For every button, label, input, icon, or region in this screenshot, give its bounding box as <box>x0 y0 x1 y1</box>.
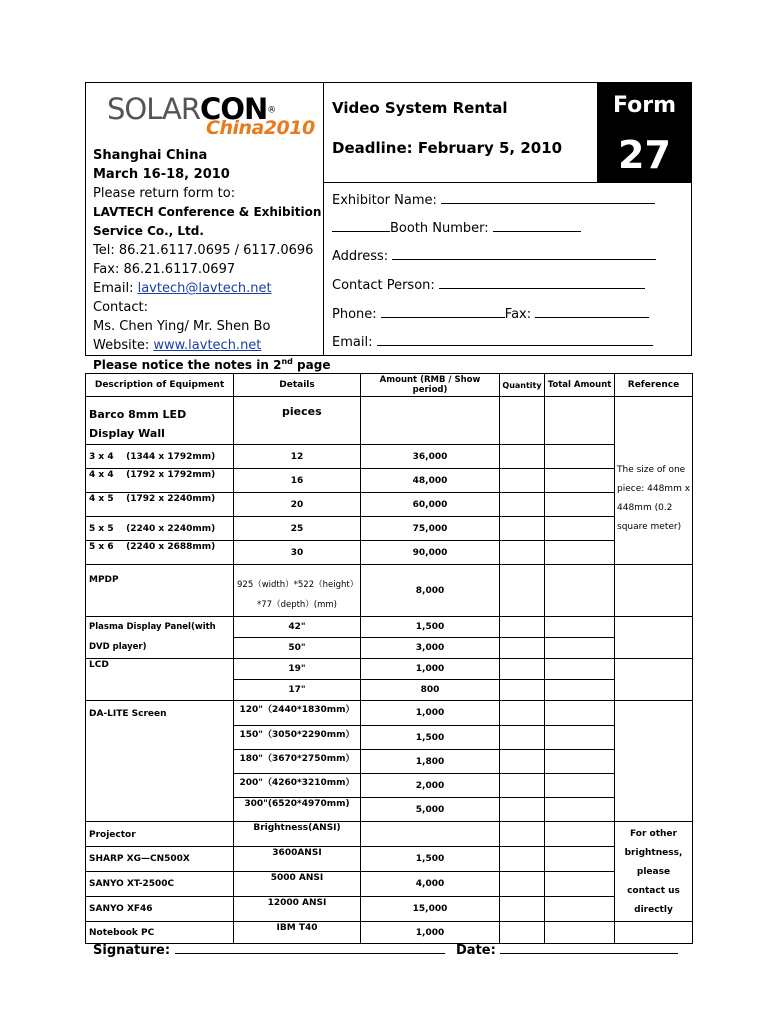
address-label: Address: <box>332 249 389 264</box>
lcd-ref <box>615 659 693 701</box>
projector-row-2-total[interactable] <box>545 897 615 922</box>
lcd-row-1-total[interactable] <box>545 680 615 701</box>
notice-tail: page <box>292 358 331 372</box>
table-row <box>86 445 693 469</box>
form-title: Video System Rental <box>332 99 508 117</box>
projector-details: Brightness(ANSI) <box>234 822 361 847</box>
projector-row-2-amount: 15,000 <box>361 897 500 922</box>
table-row-led <box>86 397 693 445</box>
screen-row-4-qty[interactable] <box>500 798 545 822</box>
email-label: Email: <box>93 281 138 296</box>
table-row <box>86 541 693 565</box>
projector-row-0-qty[interactable] <box>500 847 545 872</box>
header-desc: Description of Equipment <box>86 374 234 397</box>
screen-row-3-total[interactable] <box>545 774 615 798</box>
lcd-row-0-size: 19" <box>234 659 361 680</box>
notice-sup: nd <box>281 357 293 366</box>
plasma-ref <box>615 617 693 659</box>
led-row-4-pieces: 30 <box>234 541 361 565</box>
screen-ref <box>615 701 693 822</box>
website-label: Website: <box>93 338 154 353</box>
screen-row-1-size: 150"（3050*2290mm） <box>234 726 361 750</box>
led-row-0-desc: 3 x 4 (1344 x 1792mm) <box>86 445 234 469</box>
led-row-3-total[interactable] <box>545 517 615 541</box>
header-total: Total Amount <box>545 374 615 397</box>
led-row-4-total[interactable] <box>545 541 615 565</box>
projector-row-1-name: SANYO XT-2500C <box>86 872 234 897</box>
projector-row-0-amount: 1,500 <box>361 847 500 872</box>
projector-qty-empty[interactable] <box>500 822 545 847</box>
table-row <box>86 897 693 922</box>
led-row-2-pieces: 20 <box>234 493 361 517</box>
signature-label: Signature: <box>93 943 171 958</box>
table-row <box>86 872 693 897</box>
led-row-4-qty[interactable] <box>500 541 545 565</box>
projector-name: Projector <box>86 822 234 847</box>
led-row-3-qty[interactable] <box>500 517 545 541</box>
mpdp-qty[interactable] <box>500 565 545 617</box>
lcd-row-1-amount: 800 <box>361 680 500 701</box>
email-line <box>93 281 272 296</box>
header-divider-left <box>323 82 324 356</box>
projector-row-1-qty[interactable] <box>500 872 545 897</box>
screen-row-1-total[interactable] <box>545 726 615 750</box>
email-link[interactable]: lavtech@lavtech.net <box>137 281 272 296</box>
plasma-row-1-amount: 3,000 <box>361 638 500 659</box>
date-label: Date: <box>456 943 496 958</box>
led-row-4-amount: 90,000 <box>361 541 500 565</box>
screen-row-0-size: 120"（2440*1830mm） <box>234 701 361 726</box>
screen-row-3-size: 200"（4260*3210mm） <box>234 774 361 798</box>
table-header-row <box>86 374 693 397</box>
screen-row-3-amount: 2,000 <box>361 774 500 798</box>
plasma-name: Plasma Display Panel(with DVD player) <box>86 617 234 659</box>
plasma-row-0-size: 42" <box>234 617 361 638</box>
table-row <box>86 617 693 638</box>
projector-row-1-total[interactable] <box>545 872 615 897</box>
china2010-logo: China2010 <box>206 117 315 139</box>
return-label: Please return form to: <box>93 186 236 201</box>
led-ref-text: The size of one piece: 448mm x 448mm (0.2 square meter) <box>617 465 691 532</box>
plasma-row-1-qty[interactable] <box>500 638 545 659</box>
exhibitor-name-label: Exhibitor Name: <box>332 193 437 208</box>
led-row-4-desc: 5 x 6 (2240 x 2688mm) <box>86 541 234 565</box>
projector-ref: For other brightness, please contact us directly <box>615 822 693 922</box>
led-row-0-amount: 36,000 <box>361 445 500 469</box>
signature-field[interactable] <box>93 941 445 958</box>
fax-label: Fax: <box>504 307 532 322</box>
led-row-0-qty[interactable] <box>500 445 545 469</box>
screen-row-4-size: 300"(6520*4970mm) <box>234 798 361 822</box>
led-details: pieces <box>234 397 361 445</box>
led-row-1-pieces: 16 <box>234 469 361 493</box>
led-amount-empty <box>361 397 500 445</box>
exhibitor-name-field[interactable] <box>332 191 655 208</box>
table-row <box>86 847 693 872</box>
screen-row-4-amount: 5,000 <box>361 798 500 822</box>
screen-row-4-total[interactable] <box>545 798 615 822</box>
led-row-2-desc: 4 x 5 (1792 x 2240mm) <box>86 493 234 517</box>
projector-row-0-ansi: 3600ANSI <box>234 847 361 872</box>
led-row-3-desc: 5 x 5 (2240 x 2240mm) <box>86 517 234 541</box>
table-row <box>86 701 693 726</box>
led-total-empty[interactable] <box>545 397 615 445</box>
led-row-1-amount: 48,000 <box>361 469 500 493</box>
booth-number-label: Booth Number: <box>390 221 489 236</box>
notebook-name: Notebook PC <box>86 922 234 944</box>
mpdp-detail1: 925（width）*522（height） <box>237 580 359 590</box>
projector-row-1-ansi: 5000 ANSI <box>234 872 361 897</box>
screen-name: DA-LITE Screen <box>86 701 234 822</box>
table-row-projector <box>86 822 693 847</box>
plasma-row-1-total[interactable] <box>545 638 615 659</box>
mpdp-detail2: *77（depth）(mm) <box>257 600 337 610</box>
phone-label: Phone: <box>332 307 377 322</box>
lcd-row-1-size: 17" <box>234 680 361 701</box>
contact-person-field[interactable] <box>332 276 645 293</box>
screen-row-0-qty[interactable] <box>500 701 545 726</box>
plasma-row-1-size: 50" <box>234 638 361 659</box>
form-label: Form <box>612 93 677 118</box>
projector-row-2-name: SANYO XF46 <box>86 897 234 922</box>
contact-person-label: Contact Person: <box>332 278 435 293</box>
tel-text: Tel: 86.21.6117.0695 / 6117.0696 <box>93 243 314 258</box>
screen-row-1-qty[interactable] <box>500 726 545 750</box>
projector-row-2-qty[interactable] <box>500 897 545 922</box>
form-number: 27 <box>618 133 671 177</box>
led-row-1-desc: 4 x 4 (1792 x 1792mm) <box>86 469 234 493</box>
email-field[interactable] <box>332 333 653 350</box>
projector-row-2-ansi: 12000 ANSI <box>234 897 361 922</box>
projector-row-0-total[interactable] <box>545 847 615 872</box>
led-row-2-qty[interactable] <box>500 493 545 517</box>
lcd-row-0-total[interactable] <box>545 659 615 680</box>
projector-total-empty[interactable] <box>545 822 615 847</box>
contact-names: Ms. Chen Ying/ Mr. Shen Bo <box>93 319 271 334</box>
header-details: Details <box>234 374 361 397</box>
company-line2: Service Co., Ltd. <box>93 224 204 238</box>
date-field[interactable] <box>456 941 678 958</box>
header-quantity: Quantity <box>500 374 545 397</box>
table-row-mpdp <box>86 565 693 617</box>
address-field[interactable] <box>332 247 656 264</box>
booth-number-field[interactable] <box>332 219 581 236</box>
solarcon-logo: SOLARCON® <box>107 92 277 126</box>
screen-row-2-total[interactable] <box>545 750 615 774</box>
plasma-row-0-qty[interactable] <box>500 617 545 638</box>
notebook-amount: 1,000 <box>361 922 500 944</box>
screen-row-0-total[interactable] <box>545 701 615 726</box>
mpdp-amount: 8,000 <box>361 565 500 617</box>
lcd-row-0-amount: 1,000 <box>361 659 500 680</box>
fax-text: Fax: 86.21.6117.0697 <box>93 262 236 277</box>
led-row-1-qty[interactable] <box>500 469 545 493</box>
screen-row-2-size: 180"（3670*2750mm） <box>234 750 361 774</box>
event-dates: March 16-18, 2010 <box>93 167 230 182</box>
projector-row-1-amount: 4,000 <box>361 872 500 897</box>
table-row <box>86 493 693 517</box>
header-divider-fields <box>323 182 692 183</box>
led-row-2-amount: 60,000 <box>361 493 500 517</box>
website-link[interactable]: www.lavtech.net <box>153 338 262 353</box>
led-name: Barco 8mm LED Display Wall <box>86 397 234 445</box>
mpdp-details <box>234 565 361 617</box>
table-row <box>86 517 693 541</box>
email-field-label: Email: <box>332 335 373 350</box>
company-line1: LAVTECH Conference & Exhibition <box>93 205 322 219</box>
screen-row-3-qty[interactable] <box>500 774 545 798</box>
screen-row-2-amount: 1,800 <box>361 750 500 774</box>
equipment-table <box>85 373 693 944</box>
mpdp-name: MPDP <box>86 565 234 617</box>
plasma-row-0-amount: 1,500 <box>361 617 500 638</box>
header-reference: Reference <box>615 374 693 397</box>
table-row <box>86 469 693 493</box>
led-row-0-total[interactable] <box>545 445 615 469</box>
screen-row-2-qty[interactable] <box>500 750 545 774</box>
projector-row-0-name: SHARP XG—CN500X <box>86 847 234 872</box>
table-row <box>86 659 693 680</box>
website-line <box>93 338 261 353</box>
mpdp-ref <box>615 565 693 617</box>
lcd-row-0-qty[interactable] <box>500 659 545 680</box>
phone-fax-field[interactable] <box>332 305 649 322</box>
notebook-details: IBM T40 <box>234 922 361 944</box>
led-qty-empty[interactable] <box>500 397 545 445</box>
mpdp-total[interactable] <box>545 565 615 617</box>
lcd-row-1-qty[interactable] <box>500 680 545 701</box>
notice-text <box>93 357 330 372</box>
notice-main: Please notice the notes in 2 <box>93 358 282 372</box>
projector-amount-empty <box>361 822 500 847</box>
screen-row-1-amount: 1,500 <box>361 726 500 750</box>
contact-label: Contact: <box>93 300 148 315</box>
header-amount: Amount (RMB / Show period) <box>361 374 500 397</box>
led-row-0-pieces: 12 <box>234 445 361 469</box>
led-row-3-pieces: 25 <box>234 517 361 541</box>
form-badge <box>598 83 691 182</box>
led-row-2-total[interactable] <box>545 493 615 517</box>
led-row-3-amount: 75,000 <box>361 517 500 541</box>
lcd-name: LCD <box>86 659 234 701</box>
deadline-text: Deadline: February 5, 2010 <box>332 139 563 157</box>
screen-row-0-amount: 1,000 <box>361 701 500 726</box>
event-city: Shanghai China <box>93 148 208 163</box>
led-row-1-total[interactable] <box>545 469 615 493</box>
plasma-row-0-total[interactable] <box>545 617 615 638</box>
